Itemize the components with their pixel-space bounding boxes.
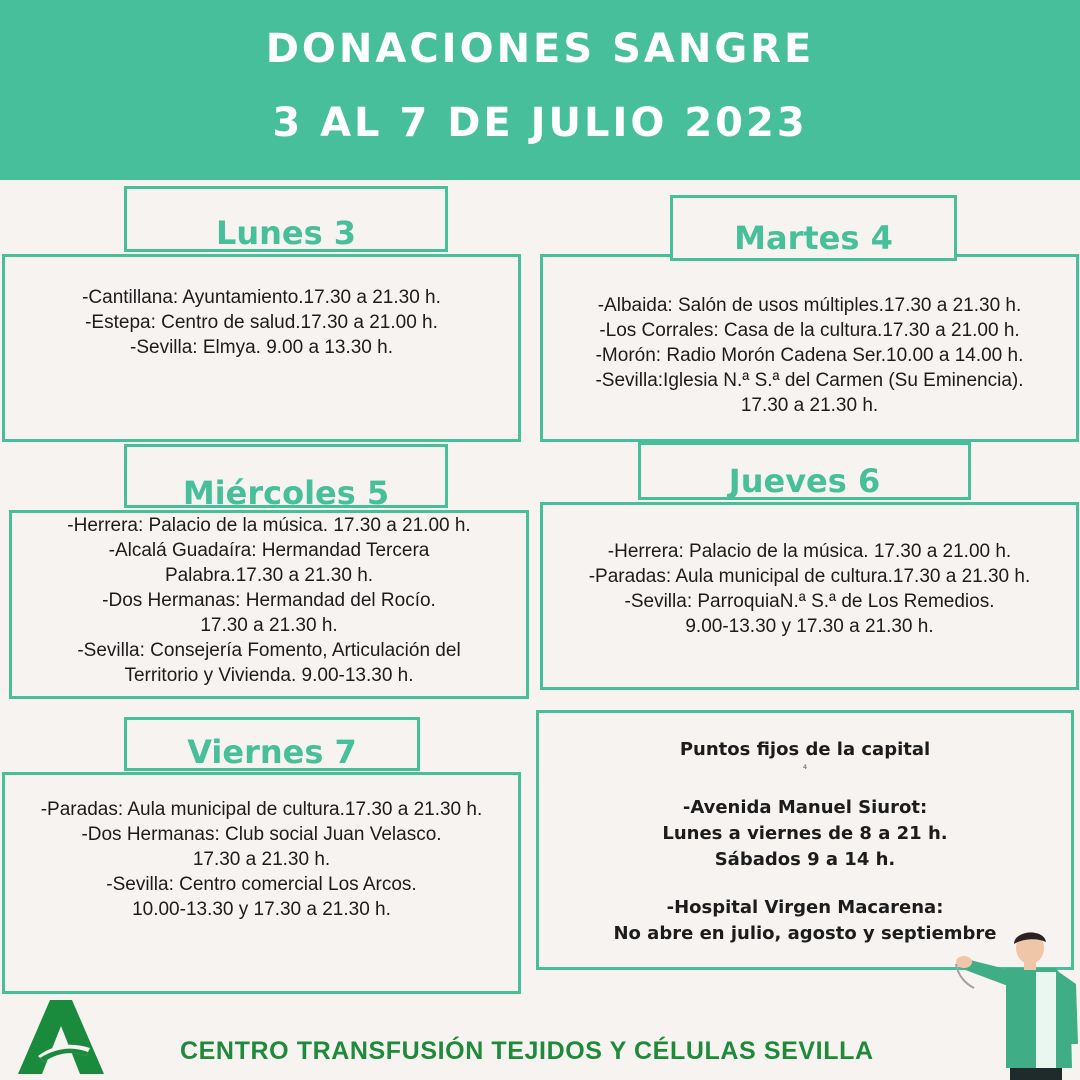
spacer (539, 873, 1071, 895)
schedule-line: -Sevilla: Elmya. 9.00 a 13.30 h. (130, 337, 393, 358)
schedule-line: -Alcalá Guadaíra: Hermandad Tercera (108, 540, 430, 561)
schedule-line: Territorio y Vivienda. 9.00-13.30 h. (124, 665, 414, 686)
schedule-line: 17.30 a 21.30 h. (200, 615, 338, 636)
schedule-line: -Herrera: Palacio de la música. 17.30 a 21.00 h. (67, 515, 471, 536)
schedule-line: 17.30 a 21.30 h. (740, 395, 879, 416)
viernes-day-label: Viernes 7 (187, 733, 357, 771)
lunes-schedule-box (2, 254, 521, 442)
andalucia-logo-icon (16, 996, 106, 1076)
lunes-day-tab (124, 186, 448, 252)
schedule-line: -Los Corrales: Casa de la cultura.17.30 a 21.00 h. (599, 320, 1020, 341)
page-title: DONACIONES SANGRE (265, 26, 815, 72)
fixed-location-1: -Avenida Manuel Siurot: (682, 797, 928, 818)
schedule-line: 10.00-13.30 y 17.30 a 21.30 h. (132, 899, 391, 920)
schedule-line: -Sevilla:Iglesia N.ª S.ª del Carmen (Su Eminencia). (595, 370, 1024, 391)
schedule-line: -Sevilla: ParroquiaN.ª S.ª de Los Remedios. (624, 591, 995, 612)
fixed-location-2: -Hospital Virgen Macarena: (666, 897, 944, 918)
miercoles-day-tab (124, 444, 448, 512)
miercoles-schedule-box (9, 510, 529, 699)
schedule-line: -Albaida: Salón de usos múltiples.17.30 a 21.30 h. (597, 295, 1022, 316)
schedule-line: -Dos Hermanas: Club social Juan Velasco. (81, 824, 442, 845)
miercoles-day-label: Miércoles 5 (182, 474, 390, 512)
jueves-day-tab (638, 442, 971, 500)
schedule-line: -Estepa: Centro de salud.17.30 a 21.00 h. (85, 312, 438, 333)
fixed-hours-weekdays: Lunes a viernes de 8 a 21 h. (662, 823, 948, 844)
schedule-line: Palabra.17.30 a 21.30 h. (164, 565, 374, 586)
martes-day-label: Martes 4 (734, 219, 893, 257)
fixed-points-mark: 4 (802, 764, 808, 771)
fixed-location-2-note: No abre en julio, agosto y septiembre (613, 923, 997, 944)
lunes-day-label: Lunes 3 (215, 214, 357, 252)
fixed-points-title: Puntos fijos de la capital (679, 739, 931, 760)
fixed-hours-saturday: Sábados 9 a 14 h. (714, 849, 896, 870)
schedule-line: 17.30 a 21.30 h. (192, 849, 331, 870)
schedule-line: -Paradas: Aula municipal de cultura.17.30 a 21.30 h. (40, 799, 483, 820)
schedule-line: -Cantillana: Ayuntamiento.17.30 a 21.30 h. (82, 287, 441, 308)
viernes-schedule-box (2, 772, 521, 994)
schedule-line: -Sevilla: Centro comercial Los Arcos. (106, 874, 417, 895)
schedule-line: 9.00-13.30 y 17.30 a 21.30 h. (685, 616, 934, 637)
page-dates: 3 AL 7 DE JULIO 2023 (272, 100, 808, 146)
martes-schedule-box (540, 254, 1079, 442)
schedule-line: -Paradas: Aula municipal de cultura.17.30 a 21.30 h. (588, 566, 1031, 587)
schedule-line: -Dos Hermanas: Hermandad del Rocío. (102, 590, 436, 611)
header-banner (0, 0, 1080, 180)
jueves-schedule-box (540, 502, 1079, 690)
footer-org-name: CENTRO TRANSFUSIÓN TEJIDOS Y CÉLULAS SEVILLA (180, 1037, 874, 1065)
schedule-line: -Sevilla: Consejería Fomento, Articulación del (77, 640, 461, 661)
schedule-line: -Morón: Radio Morón Cadena Ser.10.00 a 14.00 h. (595, 345, 1024, 366)
schedule-line: -Herrera: Palacio de la música. 17.30 a 21.00 h. (607, 541, 1012, 562)
spacer (539, 773, 1071, 795)
martes-day-tab (670, 195, 957, 261)
jueves-day-label: Jueves 6 (728, 462, 881, 500)
viernes-day-tab (124, 717, 420, 771)
person-illustration-icon (952, 928, 1080, 1080)
